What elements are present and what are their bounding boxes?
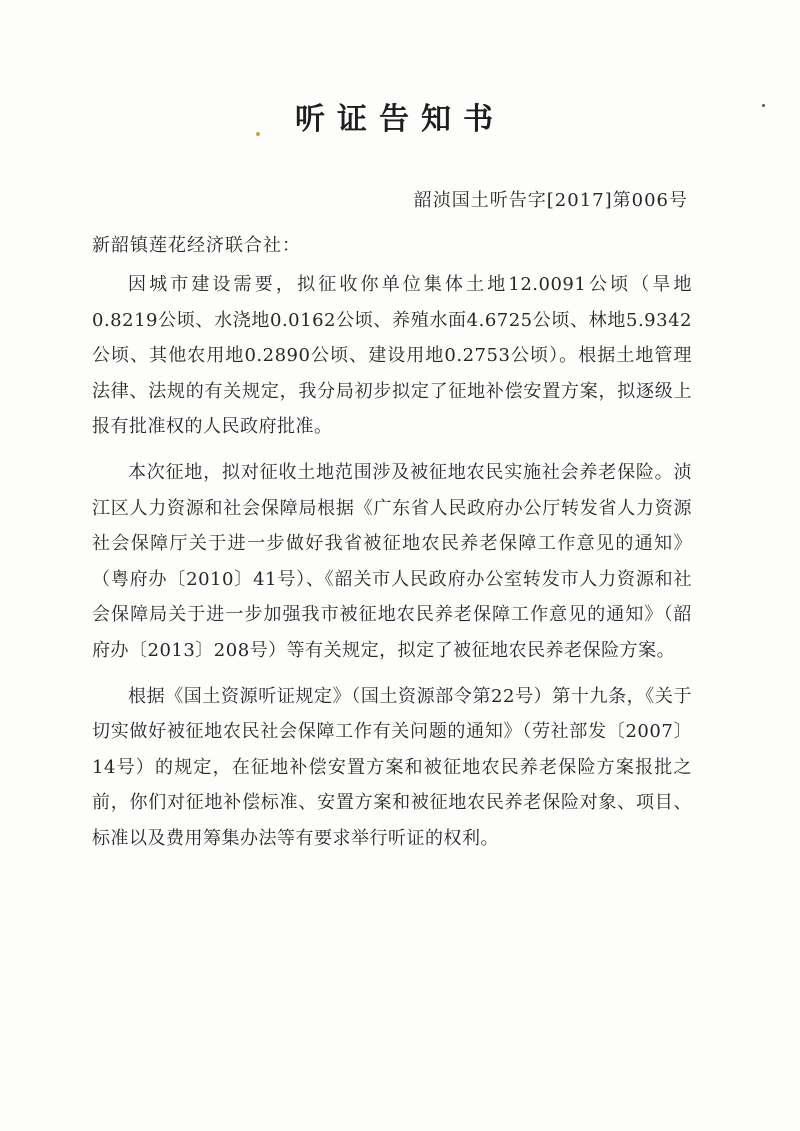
document-number: 韶浈国土听告字[2017]第006号 bbox=[413, 190, 688, 211]
paragraph-land-acquisition: 因城市建设需要，拟征收你单位集体土地12.0091公顷（旱地0.8219公顷、水浇地0.0162公顷、养殖水面4.6725公顷、林地5.9342公顷、其他农用地0.2890公顷、建设用地0.2753公顷）。根据土地管理法律、法规的有关规定，我分局初步拟定了征地补偿安置方案，拟逐级上报有批准权的人民政府批准。 bbox=[92, 274, 692, 438]
paragraph-pension-insurance: 本次征地，拟对征收土地范围涉及被征地农民实施社会养老保险。浈江区人力资源和社会保障局根据《广东省人民政府办公厅转发省人力资源社会保障厅关于进一步做好我省被征地农民养老保障工作意见的通知》（粤府办〔2010〕41号）、《韶关市人民政府办公室转发市人力资源和社会保障局关于进一步加强我市被征地农民养老保障工作意见的通知》（韶府办〔2013〕208号）等有关规定，拟定了被征地农民养老保险方案。 bbox=[92, 461, 692, 661]
recipient-line: 新韶镇莲花经济联合社： bbox=[92, 235, 301, 256]
paragraph-hearing-rights: 根据《国土资源听证规定》（国土资源部令第22号）第十九条，《关于切实做好被征地农民社会保障工作有关问题的通知》（劳社部发〔2007〕14号）的规定，在征地补偿安置方案和被征地农民养老保险方案报批之前，你们对征地补偿标准、安置方案和被征地农民养老保险对象、项目、标准以及费用筹集办法等有要求举行听证的权利。 bbox=[92, 685, 692, 849]
document-body bbox=[92, 267, 692, 867]
document-title: 听证告知书 bbox=[295, 102, 505, 137]
